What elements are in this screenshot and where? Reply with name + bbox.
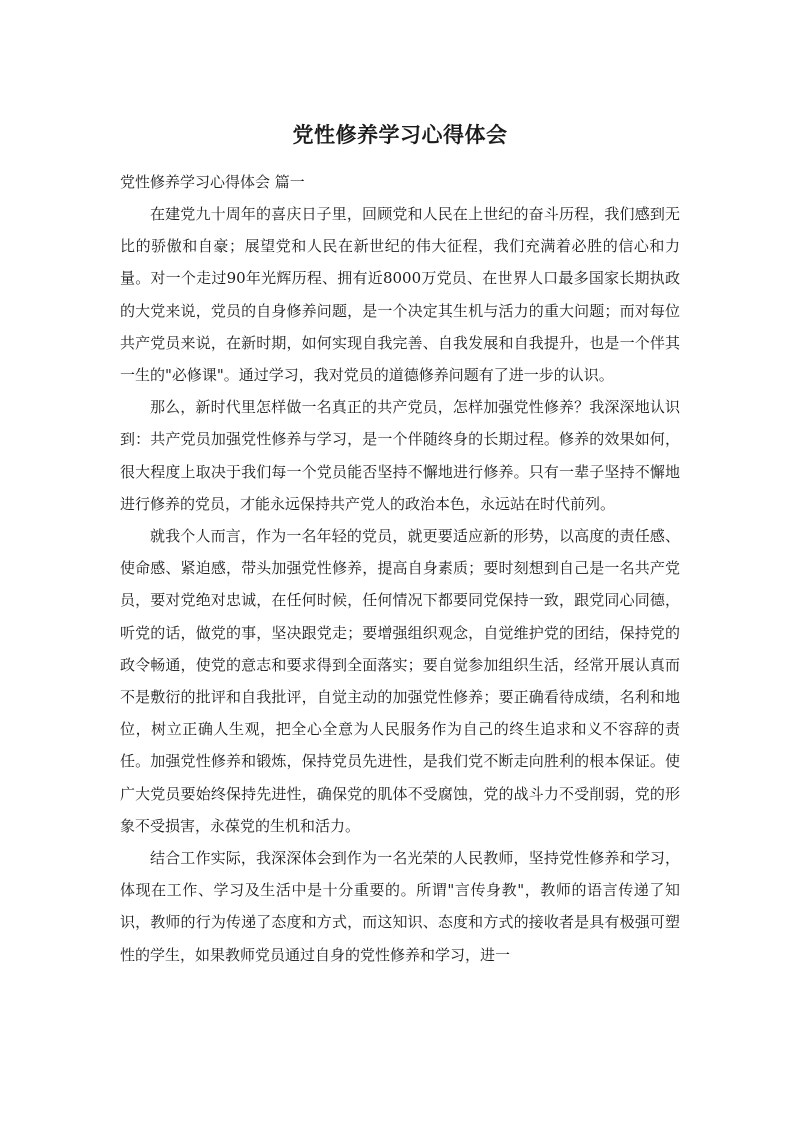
paragraph-4: 结合工作实际，我深深体会到作为一名光荣的人民教师，坚持党性修养和学习，体现在工作、学习及生活中是十分重要的。所谓"言传身教"，教师的语言传递了知识，教师的行为传递了态度和方式，而这知识、态度和方式的接收者是具有极强可塑性的学生，如果教师党员通过自身的党性修养和学习，进一	[120, 849, 680, 964]
paragraph-1: 在建党九十周年的喜庆日子里，回顾党和人民在上世纪的奋斗历程，我们感到无比的骄傲和自豪；展望党和人民在新世纪的伟大征程，我们充满着必胜的信心和力量。对一个走过90年光辉历程、拥有近8000万党员、在世界人口最多国家长期执政的大党来说，党员的自身修养问题，是一个决定其生机与活力的重大问题；而对每位共产党员来说，在新时期，如何实现自我完善、自我发展和自我提升，也是一个伴其一生的"必修课"。通过学习，我对党员的道德修养问题有了进一步的认识。	[120, 205, 680, 385]
paragraph-2: 那么，新时代里怎样做一名真正的共产党员，怎样加强党性修养？我深深地认识到：共产党员加强党性修养与学习，是一个伴随终身的长期过程。修养的效果如何，很大程度上取决于我们每一个党员能否坚持不懈地进行修养。只有一辈子坚持不懈地进行修养的党员，才能永远保持共产党人的政治本色，永远站在时代前列。	[120, 398, 680, 513]
paragraph-3: 就我个人而言，作为一名年轻的党员，就更要适应新的形势，以高度的责任感、使命感、紧迫感，带头加强党性修养，提高自身素质；要时刻想到自己是一名共产党员，要对党绝对忠诚，在任何时候，任何情况下都要同党保持一致，跟党同心同德，听党的话，做党的事，坚决跟党走；要增强组织观念，自觉维护党的团结，保持党的政令畅通，使党的意志和要求得到全面落实；要自觉参加组织生活，经常开展认真而不是敷衍的批评和自我批评，自觉主动的加强党性修养；要正确看待成绩，名利和地位，树立正确人生观，把全心全意为人民服务作为自己的终生追求和义不容辞的责任。加强党性修养和锻炼，保持党员先进性，是我们党不断走向胜利的根本保证。使广大党员要始终保持先进性，确保党的肌体不受腐蚀，党的战斗力不受削弱，党的形象不受损害，永葆党的生机和活力。	[120, 527, 680, 835]
section-heading: 党性修养学习心得体会 篇一	[120, 173, 305, 191]
document-title: 党性修养学习心得体会	[292, 123, 508, 147]
